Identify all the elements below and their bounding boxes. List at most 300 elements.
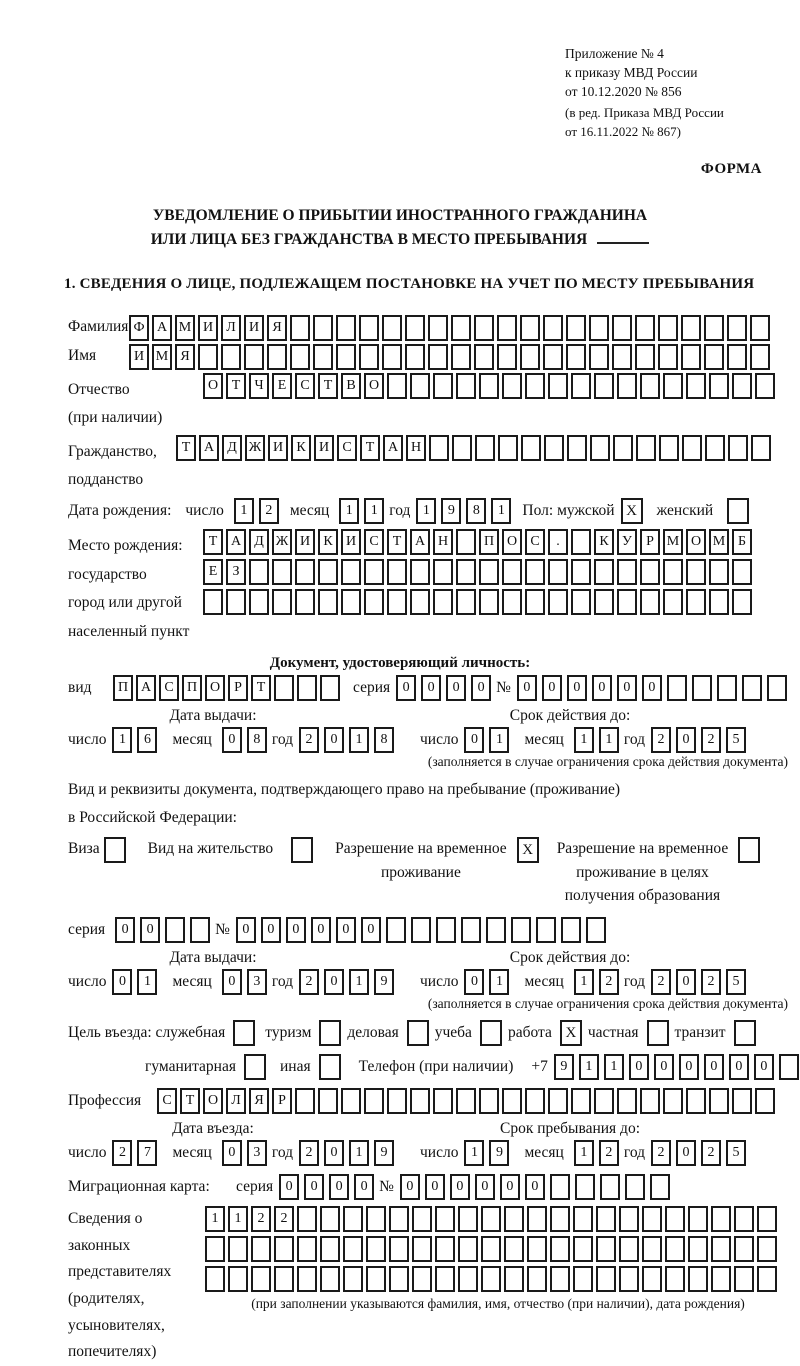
char-cell[interactable]: 1 [112, 727, 132, 753]
char-cell[interactable] [198, 344, 218, 370]
char-cell[interactable] [711, 1266, 731, 1292]
char-cell[interactable] [341, 589, 361, 615]
char-cell[interactable] [364, 1088, 384, 1114]
char-cell[interactable] [405, 344, 425, 370]
char-cell[interactable]: 0 [446, 675, 466, 701]
char-cell[interactable] [589, 344, 609, 370]
char-cell[interactable]: 2 [701, 969, 721, 995]
char-cell[interactable] [573, 1236, 593, 1262]
char-cell[interactable]: 0 [471, 675, 491, 701]
purpose-business-checkbox[interactable] [407, 1020, 429, 1046]
char-cell[interactable]: 6 [137, 727, 157, 753]
char-cell[interactable]: Л [226, 1088, 246, 1114]
char-cell[interactable] [228, 1236, 248, 1262]
char-cell[interactable] [249, 559, 269, 585]
char-cell[interactable] [504, 1266, 524, 1292]
char-cell[interactable]: Р [228, 675, 248, 701]
char-cell[interactable]: 0 [754, 1054, 774, 1080]
char-cell[interactable] [435, 1266, 455, 1292]
char-cell[interactable]: А [226, 529, 246, 555]
char-cell[interactable]: С [157, 1088, 177, 1114]
char-cell[interactable]: 1 [574, 1140, 594, 1166]
char-cell[interactable]: И [295, 529, 315, 555]
char-cell[interactable] [727, 315, 747, 341]
char-cell[interactable] [550, 1266, 570, 1292]
char-cell[interactable] [451, 344, 471, 370]
char-cell[interactable]: П [113, 675, 133, 701]
char-cell[interactable] [313, 315, 333, 341]
char-cell[interactable]: К [291, 435, 311, 461]
char-cell[interactable] [221, 344, 241, 370]
char-cell[interactable] [732, 1088, 752, 1114]
char-cell[interactable] [571, 529, 591, 555]
char-cell[interactable] [410, 589, 430, 615]
char-cell[interactable] [389, 1236, 409, 1262]
char-cell[interactable] [571, 559, 591, 585]
char-cell[interactable] [386, 917, 406, 943]
char-cell[interactable] [502, 1088, 522, 1114]
char-cell[interactable] [612, 344, 632, 370]
char-cell[interactable]: А [383, 435, 403, 461]
char-cell[interactable] [596, 1266, 616, 1292]
char-cell[interactable]: 1 [137, 969, 157, 995]
char-cell[interactable]: Р [272, 1088, 292, 1114]
char-cell[interactable]: С [295, 373, 315, 399]
char-cell[interactable]: И [314, 435, 334, 461]
char-cell[interactable]: 1 [579, 1054, 599, 1080]
char-cell[interactable] [665, 1206, 685, 1232]
char-cell[interactable] [619, 1236, 639, 1262]
char-cell[interactable] [274, 1266, 294, 1292]
char-cell[interactable] [717, 675, 737, 701]
char-cell[interactable] [536, 917, 556, 943]
char-cell[interactable] [635, 344, 655, 370]
char-cell[interactable]: Н [406, 435, 426, 461]
char-cell[interactable] [502, 589, 522, 615]
char-cell[interactable]: 0 [261, 917, 281, 943]
char-cell[interactable]: Я [249, 1088, 269, 1114]
char-cell[interactable]: И [198, 315, 218, 341]
char-cell[interactable] [498, 435, 518, 461]
char-cell[interactable]: Е [203, 559, 223, 585]
char-cell[interactable]: Т [387, 529, 407, 555]
char-cell[interactable] [527, 1206, 547, 1232]
char-cell[interactable]: К [318, 529, 338, 555]
char-cell[interactable] [681, 315, 701, 341]
char-cell[interactable]: З [226, 559, 246, 585]
char-cell[interactable] [525, 589, 545, 615]
char-cell[interactable]: 8 [247, 727, 267, 753]
char-cell[interactable]: 0 [517, 675, 537, 701]
char-cell[interactable] [686, 559, 706, 585]
char-cell[interactable]: Т [318, 373, 338, 399]
char-cell[interactable]: И [341, 529, 361, 555]
char-cell[interactable] [659, 435, 679, 461]
char-cell[interactable] [479, 1088, 499, 1114]
char-cell[interactable]: 1 [604, 1054, 624, 1080]
char-cell[interactable]: 0 [361, 917, 381, 943]
char-cell[interactable] [755, 1088, 775, 1114]
char-cell[interactable]: 2 [112, 1140, 132, 1166]
char-cell[interactable]: 0 [654, 1054, 674, 1080]
char-cell[interactable] [617, 559, 637, 585]
char-cell[interactable]: 0 [222, 1140, 242, 1166]
char-cell[interactable]: 7 [137, 1140, 157, 1166]
purpose-transit-checkbox[interactable] [734, 1020, 756, 1046]
char-cell[interactable]: 5 [726, 727, 746, 753]
char-cell[interactable]: М [663, 529, 683, 555]
char-cell[interactable] [709, 589, 729, 615]
char-cell[interactable] [711, 1206, 731, 1232]
char-cell[interactable] [228, 1266, 248, 1292]
char-cell[interactable] [573, 1206, 593, 1232]
char-cell[interactable] [732, 559, 752, 585]
char-cell[interactable]: 5 [726, 969, 746, 995]
char-cell[interactable]: Д [249, 529, 269, 555]
char-cell[interactable] [272, 559, 292, 585]
char-cell[interactable]: 8 [374, 727, 394, 753]
char-cell[interactable]: 0 [676, 1140, 696, 1166]
char-cell[interactable] [410, 559, 430, 585]
char-cell[interactable]: 2 [701, 1140, 721, 1166]
char-cell[interactable]: П [182, 675, 202, 701]
char-cell[interactable] [642, 1206, 662, 1232]
char-cell[interactable] [387, 1088, 407, 1114]
char-cell[interactable]: О [205, 675, 225, 701]
char-cell[interactable] [458, 1236, 478, 1262]
char-cell[interactable] [667, 675, 687, 701]
char-cell[interactable] [681, 344, 701, 370]
char-cell[interactable] [341, 1088, 361, 1114]
char-cell[interactable]: 3 [247, 1140, 267, 1166]
char-cell[interactable] [295, 589, 315, 615]
char-cell[interactable] [548, 373, 568, 399]
char-cell[interactable] [433, 1088, 453, 1114]
char-cell[interactable] [290, 315, 310, 341]
char-cell[interactable] [755, 373, 775, 399]
char-cell[interactable]: 0 [304, 1174, 324, 1200]
char-cell[interactable] [757, 1206, 777, 1232]
char-cell[interactable] [686, 589, 706, 615]
char-cell[interactable] [734, 1236, 754, 1262]
char-cell[interactable] [336, 315, 356, 341]
char-cell[interactable]: 9 [489, 1140, 509, 1166]
char-cell[interactable] [640, 589, 660, 615]
char-cell[interactable] [405, 315, 425, 341]
char-cell[interactable] [343, 1206, 363, 1232]
char-cell[interactable]: С [364, 529, 384, 555]
char-cell[interactable]: 1 [339, 498, 359, 524]
char-cell[interactable] [665, 1266, 685, 1292]
char-cell[interactable] [686, 373, 706, 399]
char-cell[interactable]: Т [180, 1088, 200, 1114]
char-cell[interactable] [732, 373, 752, 399]
char-cell[interactable]: 0 [354, 1174, 374, 1200]
char-cell[interactable]: 1 [349, 727, 369, 753]
char-cell[interactable] [642, 1236, 662, 1262]
char-cell[interactable] [410, 1088, 430, 1114]
char-cell[interactable]: 0 [676, 727, 696, 753]
char-cell[interactable] [550, 1236, 570, 1262]
char-cell[interactable]: 9 [374, 969, 394, 995]
char-cell[interactable]: 0 [464, 969, 484, 995]
char-cell[interactable] [640, 373, 660, 399]
char-cell[interactable] [520, 344, 540, 370]
char-cell[interactable] [573, 1266, 593, 1292]
char-cell[interactable] [297, 1236, 317, 1262]
sex-male-checkbox[interactable]: X [621, 498, 643, 524]
char-cell[interactable]: 1 [464, 1140, 484, 1166]
char-cell[interactable] [692, 675, 712, 701]
char-cell[interactable] [411, 917, 431, 943]
char-cell[interactable]: 0 [324, 969, 344, 995]
char-cell[interactable] [550, 1174, 570, 1200]
char-cell[interactable] [511, 917, 531, 943]
char-cell[interactable] [297, 675, 317, 701]
char-cell[interactable] [742, 675, 762, 701]
char-cell[interactable] [594, 373, 614, 399]
char-cell[interactable] [456, 1088, 476, 1114]
char-cell[interactable]: С [525, 529, 545, 555]
char-cell[interactable]: 0 [324, 727, 344, 753]
char-cell[interactable]: 1 [234, 498, 254, 524]
char-cell[interactable] [757, 1266, 777, 1292]
char-cell[interactable] [617, 373, 637, 399]
char-cell[interactable] [663, 559, 683, 585]
char-cell[interactable] [428, 315, 448, 341]
char-cell[interactable]: О [502, 529, 522, 555]
char-cell[interactable]: 0 [236, 917, 256, 943]
char-cell[interactable] [571, 589, 591, 615]
char-cell[interactable] [497, 315, 517, 341]
char-cell[interactable]: 0 [222, 969, 242, 995]
char-cell[interactable] [436, 917, 456, 943]
char-cell[interactable]: 0 [336, 917, 356, 943]
char-cell[interactable]: А [152, 315, 172, 341]
char-cell[interactable] [267, 344, 287, 370]
char-cell[interactable]: 0 [475, 1174, 495, 1200]
char-cell[interactable]: 1 [599, 727, 619, 753]
char-cell[interactable] [709, 373, 729, 399]
char-cell[interactable] [544, 435, 564, 461]
char-cell[interactable] [527, 1236, 547, 1262]
char-cell[interactable] [750, 315, 770, 341]
char-cell[interactable] [297, 1266, 317, 1292]
char-cell[interactable]: 1 [489, 727, 509, 753]
char-cell[interactable]: 1 [574, 727, 594, 753]
char-cell[interactable]: В [341, 373, 361, 399]
char-cell[interactable]: Б [732, 529, 752, 555]
char-cell[interactable]: Р [640, 529, 660, 555]
char-cell[interactable]: 0 [642, 675, 662, 701]
char-cell[interactable] [594, 1088, 614, 1114]
char-cell[interactable] [561, 917, 581, 943]
temp-permit-checkbox[interactable]: X [517, 837, 539, 863]
char-cell[interactable] [663, 373, 683, 399]
char-cell[interactable]: 0 [592, 675, 612, 701]
char-cell[interactable] [636, 435, 656, 461]
char-cell[interactable] [290, 344, 310, 370]
char-cell[interactable] [474, 315, 494, 341]
char-cell[interactable]: 0 [400, 1174, 420, 1200]
char-cell[interactable] [734, 1266, 754, 1292]
char-cell[interactable] [387, 559, 407, 585]
char-cell[interactable] [543, 315, 563, 341]
char-cell[interactable]: 0 [679, 1054, 699, 1080]
char-cell[interactable] [435, 1206, 455, 1232]
char-cell[interactable] [336, 344, 356, 370]
char-cell[interactable] [412, 1236, 432, 1262]
char-cell[interactable] [456, 373, 476, 399]
char-cell[interactable] [688, 1236, 708, 1262]
char-cell[interactable] [502, 559, 522, 585]
char-cell[interactable] [640, 1088, 660, 1114]
char-cell[interactable]: 0 [704, 1054, 724, 1080]
char-cell[interactable] [203, 589, 223, 615]
char-cell[interactable]: 2 [651, 727, 671, 753]
purpose-humanitarian-checkbox[interactable] [244, 1054, 266, 1080]
char-cell[interactable]: 0 [729, 1054, 749, 1080]
char-cell[interactable] [751, 435, 771, 461]
char-cell[interactable] [475, 435, 495, 461]
char-cell[interactable]: 1 [491, 498, 511, 524]
char-cell[interactable] [619, 1266, 639, 1292]
char-cell[interactable] [320, 1266, 340, 1292]
char-cell[interactable]: 5 [726, 1140, 746, 1166]
char-cell[interactable]: Л [221, 315, 241, 341]
char-cell[interactable] [481, 1236, 501, 1262]
char-cell[interactable] [704, 344, 724, 370]
char-cell[interactable] [525, 1088, 545, 1114]
char-cell[interactable]: 2 [299, 969, 319, 995]
char-cell[interactable]: 0 [329, 1174, 349, 1200]
char-cell[interactable]: 9 [441, 498, 461, 524]
char-cell[interactable]: 1 [416, 498, 436, 524]
char-cell[interactable] [619, 1206, 639, 1232]
visa-checkbox[interactable] [104, 837, 126, 863]
char-cell[interactable] [366, 1236, 386, 1262]
char-cell[interactable]: 0 [279, 1174, 299, 1200]
char-cell[interactable] [650, 1174, 670, 1200]
char-cell[interactable] [412, 1266, 432, 1292]
char-cell[interactable] [274, 1236, 294, 1262]
char-cell[interactable]: 0 [324, 1140, 344, 1166]
char-cell[interactable]: 2 [251, 1206, 271, 1232]
char-cell[interactable]: О [686, 529, 706, 555]
char-cell[interactable] [251, 1266, 271, 1292]
char-cell[interactable]: 0 [425, 1174, 445, 1200]
char-cell[interactable] [688, 1266, 708, 1292]
char-cell[interactable] [481, 1266, 501, 1292]
char-cell[interactable] [658, 344, 678, 370]
char-cell[interactable]: Т [176, 435, 196, 461]
char-cell[interactable] [750, 344, 770, 370]
char-cell[interactable]: 1 [228, 1206, 248, 1232]
char-cell[interactable]: 0 [450, 1174, 470, 1200]
char-cell[interactable]: 0 [286, 917, 306, 943]
char-cell[interactable] [612, 315, 632, 341]
char-cell[interactable]: 0 [421, 675, 441, 701]
char-cell[interactable]: 9 [374, 1140, 394, 1166]
char-cell[interactable] [686, 1088, 706, 1114]
char-cell[interactable] [387, 373, 407, 399]
char-cell[interactable] [705, 435, 725, 461]
char-cell[interactable]: 1 [364, 498, 384, 524]
char-cell[interactable] [272, 589, 292, 615]
char-cell[interactable] [779, 1054, 799, 1080]
char-cell[interactable]: 9 [554, 1054, 574, 1080]
char-cell[interactable] [343, 1236, 363, 1262]
char-cell[interactable] [244, 344, 264, 370]
char-cell[interactable]: Ф [129, 315, 149, 341]
purpose-tourism-checkbox[interactable] [319, 1020, 341, 1046]
char-cell[interactable] [567, 435, 587, 461]
char-cell[interactable] [688, 1206, 708, 1232]
char-cell[interactable] [571, 373, 591, 399]
char-cell[interactable]: 0 [396, 675, 416, 701]
char-cell[interactable] [502, 373, 522, 399]
char-cell[interactable] [711, 1236, 731, 1262]
char-cell[interactable]: 0 [112, 969, 132, 995]
char-cell[interactable] [625, 1174, 645, 1200]
char-cell[interactable] [366, 1206, 386, 1232]
char-cell[interactable] [205, 1266, 225, 1292]
char-cell[interactable] [486, 917, 506, 943]
char-cell[interactable]: О [203, 373, 223, 399]
char-cell[interactable]: И [129, 344, 149, 370]
char-cell[interactable]: 2 [599, 969, 619, 995]
char-cell[interactable] [433, 589, 453, 615]
char-cell[interactable] [732, 589, 752, 615]
char-cell[interactable] [727, 344, 747, 370]
char-cell[interactable] [704, 315, 724, 341]
char-cell[interactable]: 0 [140, 917, 160, 943]
char-cell[interactable] [658, 315, 678, 341]
char-cell[interactable]: И [244, 315, 264, 341]
char-cell[interactable]: 0 [525, 1174, 545, 1200]
char-cell[interactable]: 1 [349, 1140, 369, 1166]
char-cell[interactable]: 2 [651, 969, 671, 995]
char-cell[interactable]: А [199, 435, 219, 461]
char-cell[interactable] [433, 559, 453, 585]
char-cell[interactable] [663, 1088, 683, 1114]
char-cell[interactable]: 0 [464, 727, 484, 753]
char-cell[interactable] [497, 344, 517, 370]
char-cell[interactable] [728, 435, 748, 461]
char-cell[interactable] [318, 559, 338, 585]
char-cell[interactable]: А [136, 675, 156, 701]
purpose-other-checkbox[interactable] [319, 1054, 341, 1080]
char-cell[interactable] [190, 917, 210, 943]
char-cell[interactable]: Я [175, 344, 195, 370]
char-cell[interactable]: 2 [701, 727, 721, 753]
char-cell[interactable] [479, 559, 499, 585]
char-cell[interactable]: 0 [542, 675, 562, 701]
char-cell[interactable]: 2 [651, 1140, 671, 1166]
char-cell[interactable] [461, 917, 481, 943]
char-cell[interactable] [504, 1236, 524, 1262]
char-cell[interactable] [249, 589, 269, 615]
char-cell[interactable] [617, 589, 637, 615]
char-cell[interactable] [320, 1206, 340, 1232]
char-cell[interactable] [341, 559, 361, 585]
char-cell[interactable] [566, 315, 586, 341]
char-cell[interactable] [318, 1088, 338, 1114]
char-cell[interactable]: Ж [245, 435, 265, 461]
char-cell[interactable]: Т [360, 435, 380, 461]
char-cell[interactable]: Т [203, 529, 223, 555]
char-cell[interactable] [359, 344, 379, 370]
